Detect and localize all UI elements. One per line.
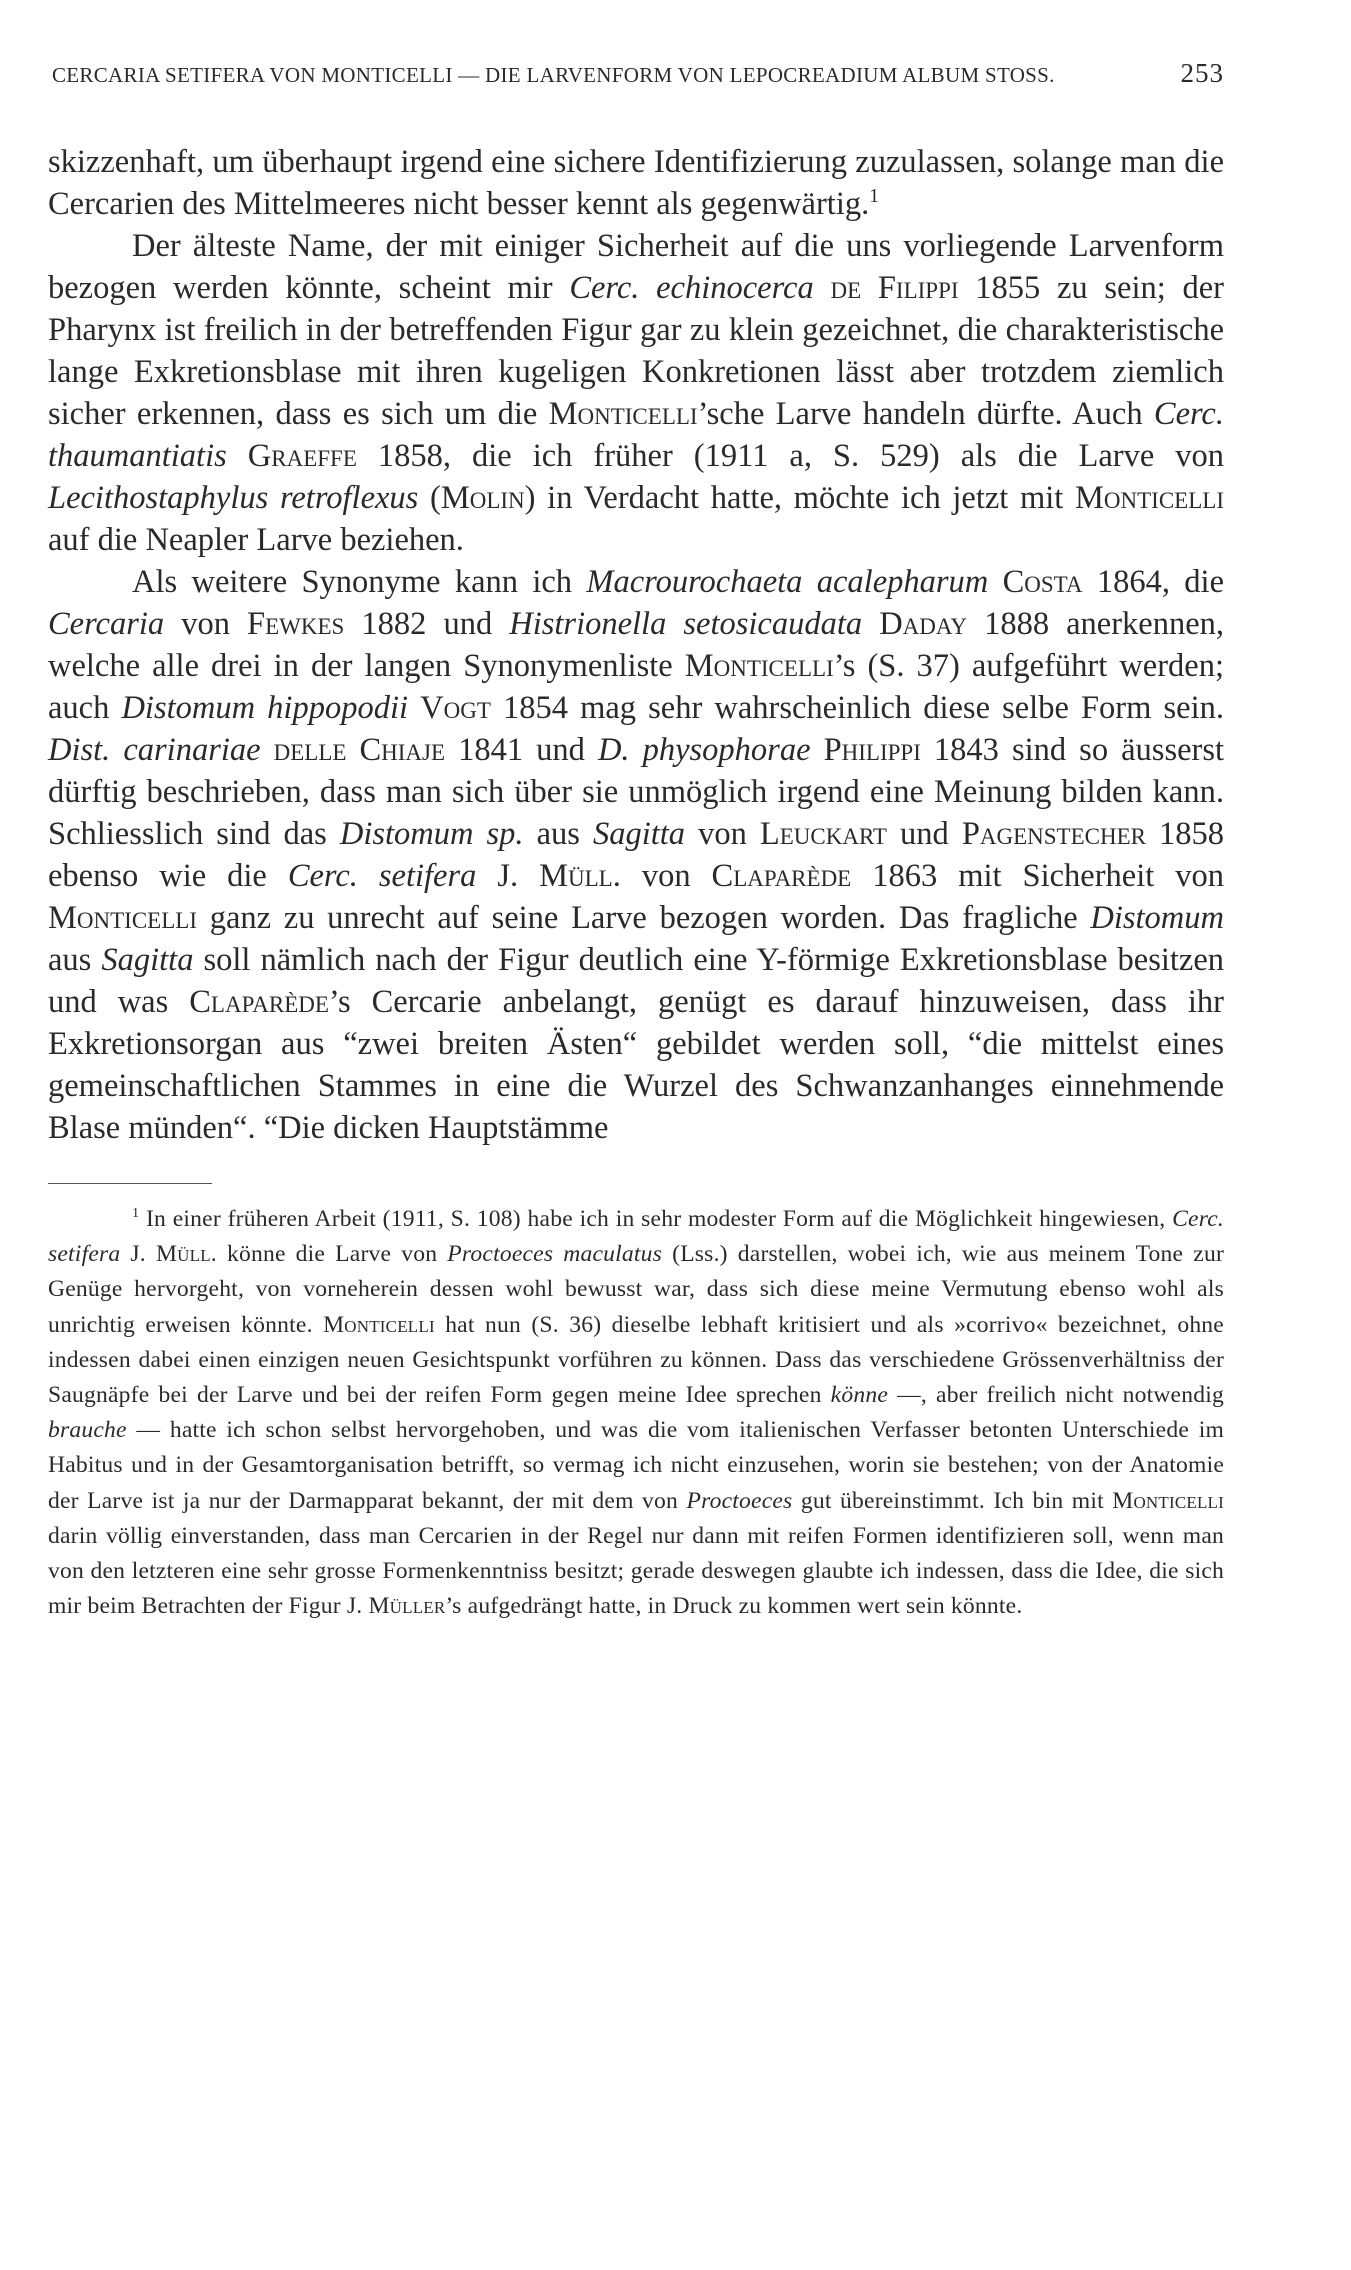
italic-text: Proctoeces bbox=[686, 1487, 793, 1514]
text-run: In einer früheren Arbeit (1911, S. 108) habe ich in sehr modester Form auf die Möglichkeit hingewiesen, bbox=[139, 1206, 1173, 1232]
text-run: von bbox=[164, 606, 248, 642]
text-run: ’s (S. 37) aufgeführt werden; auch bbox=[48, 648, 1225, 726]
text-run: von bbox=[685, 816, 760, 852]
text-run: 1863 mit Sicherheit von bbox=[851, 858, 1224, 894]
italic-text: könne bbox=[830, 1382, 888, 1409]
text-run: ) in Verdacht hatte, möchte ich jetzt mit bbox=[524, 480, 1076, 516]
author-name: Leuckart bbox=[759, 816, 887, 852]
italic-text: Histrionella setosicaudata bbox=[509, 606, 863, 642]
text-run: J. bbox=[476, 858, 540, 894]
italic-text: Distomum sp. bbox=[339, 816, 524, 852]
text-run: aus bbox=[48, 942, 102, 978]
author-name: Monticelli bbox=[684, 648, 834, 684]
text-run: — hatte ich schon selbst hervorgehoben, und was die vom italienischen Verfasser betonten Unterschiede im Habitus und in der Gesamtorganisation betrifft, so vermag ich nicht einzusehen, worin sie bestehen; von der Anatomie der Larve ist ja nur der Darmapparat bekannt, der mit dem von bbox=[48, 1417, 1224, 1514]
text-run: hat nun (S. 36) dieselbe lebhaft kritisiert und als »corrivo« bezeichnet, ohne indessen dabei einen einzigen neuen Gesichtspunkt vorführen zu können. Dass das verschiedene Grössenverhältniss der Saugnäpfe bei der Larve und bei der reifen Form gegen meine Idee sprechen bbox=[48, 1311, 1224, 1409]
text-run bbox=[408, 690, 420, 726]
author-name: de Filippi bbox=[830, 270, 959, 306]
text-run: gut übereinstimmt. Ich bin mit bbox=[792, 1487, 1113, 1514]
text-run: ’s Cercarie anbelangt, genügt es darauf hinzuweisen, dass ihr Exkretionsorgan aus “zwei breiten Ästen“ gebildet werden soll, “die mittelst eines gemeinschaftlichen Stammes in eine die Wurzel des Schwanzanhanges einnehmende Blase münden“. “Die dicken Hauptstämme bbox=[48, 984, 1224, 1146]
text-run: ’sche Larve handeln dürfte. Auch bbox=[697, 396, 1154, 432]
text-run bbox=[227, 438, 248, 474]
text-run: (Lss.) darstellen, wobei ich, wie aus meinem Tone zur Genüge hervorgeht, von vorneherein dessen wohl bewusst war, dass sich diese meine Vermutung ebenso wohl als unrichtig erweisen könnte. bbox=[48, 1241, 1225, 1338]
footnote-divider bbox=[48, 1183, 212, 1184]
italic-text: Proctoeces maculatus bbox=[447, 1241, 663, 1268]
text-run: auf die Neapler Larve beziehen. bbox=[48, 522, 464, 558]
paragraph-3 bbox=[48, 561, 1224, 1149]
main-text bbox=[48, 141, 1224, 1149]
text-run: 1841 und bbox=[445, 732, 598, 768]
author-name: Monticelli bbox=[1112, 1487, 1224, 1514]
footnote-marker: 1 bbox=[132, 1205, 140, 1222]
text-run: ’s aufgedrängt hatte, in Druck zu kommen wert sein könnte. bbox=[445, 1593, 1023, 1620]
text-run: 1864, die bbox=[1082, 564, 1225, 600]
text-run bbox=[261, 732, 274, 768]
text-run: 1855 zu sein; der Pharynx ist freilich in der betreffenden Figur gar zu klein gezeichnet, die charakteristische lange Exkretionsblase mit ihren kugeligen Konkretionen lässt aber trotzdem ziemlich sicher erkennen, dass es sich um die bbox=[48, 270, 1224, 432]
text-run: —, aber freilich nicht notwendig bbox=[888, 1382, 1224, 1409]
text-run: könne die Larve von bbox=[216, 1241, 448, 1268]
footnote bbox=[48, 1202, 1224, 1624]
italic-text: Cerc. setifera bbox=[48, 1206, 1224, 1268]
footnote-1 bbox=[48, 1202, 1224, 1624]
text-run: aus bbox=[523, 816, 593, 852]
text-run: ( bbox=[418, 480, 441, 516]
text-run: 1888 anerkennen, welche alle drei in der langen Synonymenliste bbox=[48, 606, 1225, 684]
author-name: Müll. bbox=[155, 1241, 217, 1268]
italic-text: Dist. carinariae bbox=[48, 732, 261, 768]
author-name: Monticelli bbox=[48, 900, 197, 936]
author-name: Graeffe bbox=[247, 438, 357, 474]
author-name: Philippi bbox=[823, 732, 921, 768]
author-name: Pagenstecher bbox=[961, 816, 1146, 852]
paragraph-2 bbox=[48, 225, 1224, 561]
text-run: ganz zu unrecht auf seine Larve bezogen worden. Das fragliche bbox=[196, 900, 1091, 936]
italic-text: brauche bbox=[48, 1417, 127, 1444]
italic-text: Cercaria bbox=[48, 606, 165, 642]
italic-text: Distomum bbox=[1090, 900, 1224, 936]
author-name: Fewkes bbox=[247, 606, 345, 642]
text-run: 1858 ebenso wie die bbox=[48, 816, 1225, 894]
text-run bbox=[814, 270, 831, 306]
text-run: Der älteste Name, der mit einiger Sicherheit auf die uns vorliegende Larvenform bezogen werden könnte, scheint mir bbox=[48, 228, 1224, 306]
text-run bbox=[862, 606, 879, 642]
italic-text: Sagitta bbox=[101, 942, 194, 978]
text-run: skizzenhaft, um überhaupt irgend eine sichere Identifizierung zuzulassen, solange man die Cercarien des Mittelmeeres nicht besser kennt als gegenwärtig. bbox=[48, 144, 1224, 222]
text-run: 1882 und bbox=[344, 606, 510, 642]
text-run: darin völlig einverstanden, dass man Cercarien in der Regel nur dann mit reifen Formen identifizieren soll, wenn man von den letzteren eine sehr grosse Formenkenntniss besitzt; gerade deswegen glaubte ich indessen, dass die Idee, die sich mir beim Betrachten der Figur J. bbox=[48, 1522, 1224, 1620]
page bbox=[48, 58, 1224, 1624]
running-head-title: CERCARIA SETIFERA VON MONTICELLI — DIE LARVENFORM VON LEPOCREADIUM ALBUM STOSS. bbox=[52, 63, 1055, 87]
author-name: Claparède bbox=[189, 984, 329, 1020]
text-run: von bbox=[620, 858, 712, 894]
author-name: delle Chiaje bbox=[273, 732, 446, 768]
italic-text: D. physophorae bbox=[597, 732, 811, 768]
text-run: und bbox=[886, 816, 962, 852]
text-run: soll nämlich nach der Figur deutlich eine Y-förmige Exkretionsblase besitzen und was bbox=[48, 942, 1225, 1020]
text-run: 1854 mag sehr wahrscheinlich diese selbe Form sein. bbox=[490, 690, 1224, 726]
italic-text: Lecithostaphylus retroflexus bbox=[48, 480, 419, 516]
author-name: Monticelli bbox=[548, 396, 698, 432]
page-number: 253 bbox=[1180, 58, 1224, 88]
author-name: Vogt bbox=[420, 690, 491, 726]
italic-text: Cerc. setifera bbox=[287, 858, 477, 894]
text-run: 1843 sind so äusserst dürftig beschrieben, dass man sich über sie unmöglich irgend eine Meinung bilden kann. Schliesslich sind das bbox=[48, 732, 1225, 852]
text-run: Als weitere Synonyme kann ich bbox=[132, 564, 587, 600]
paragraph-1 bbox=[48, 141, 1224, 225]
italic-text: Distomum hippopodii bbox=[121, 690, 409, 726]
italic-text: Cerc. thaumantiatis bbox=[48, 396, 1224, 474]
author-name: Daday bbox=[879, 606, 968, 642]
author-name: Claparède bbox=[711, 858, 852, 894]
footnote-ref: 1 bbox=[869, 186, 879, 208]
text-run bbox=[811, 732, 824, 768]
author-name: Müller bbox=[368, 1593, 446, 1620]
text-run: 1858, die ich früher (1911 a, S. 529) als die Larve von bbox=[356, 438, 1225, 474]
author-name: Monticelli bbox=[1075, 480, 1224, 516]
italic-text: Cerc. echinocerca bbox=[569, 270, 814, 306]
text-run: J. bbox=[120, 1241, 156, 1268]
italic-text: Sagitta bbox=[592, 816, 686, 852]
author-name: Molin bbox=[440, 480, 525, 516]
author-name: Monticelli bbox=[323, 1311, 435, 1338]
author-name: Müll. bbox=[539, 858, 621, 894]
text-run bbox=[988, 564, 1002, 600]
author-name: Costa bbox=[1002, 564, 1083, 600]
italic-text: Macrourochaeta acalepharum bbox=[586, 564, 989, 600]
running-head bbox=[52, 58, 1224, 89]
